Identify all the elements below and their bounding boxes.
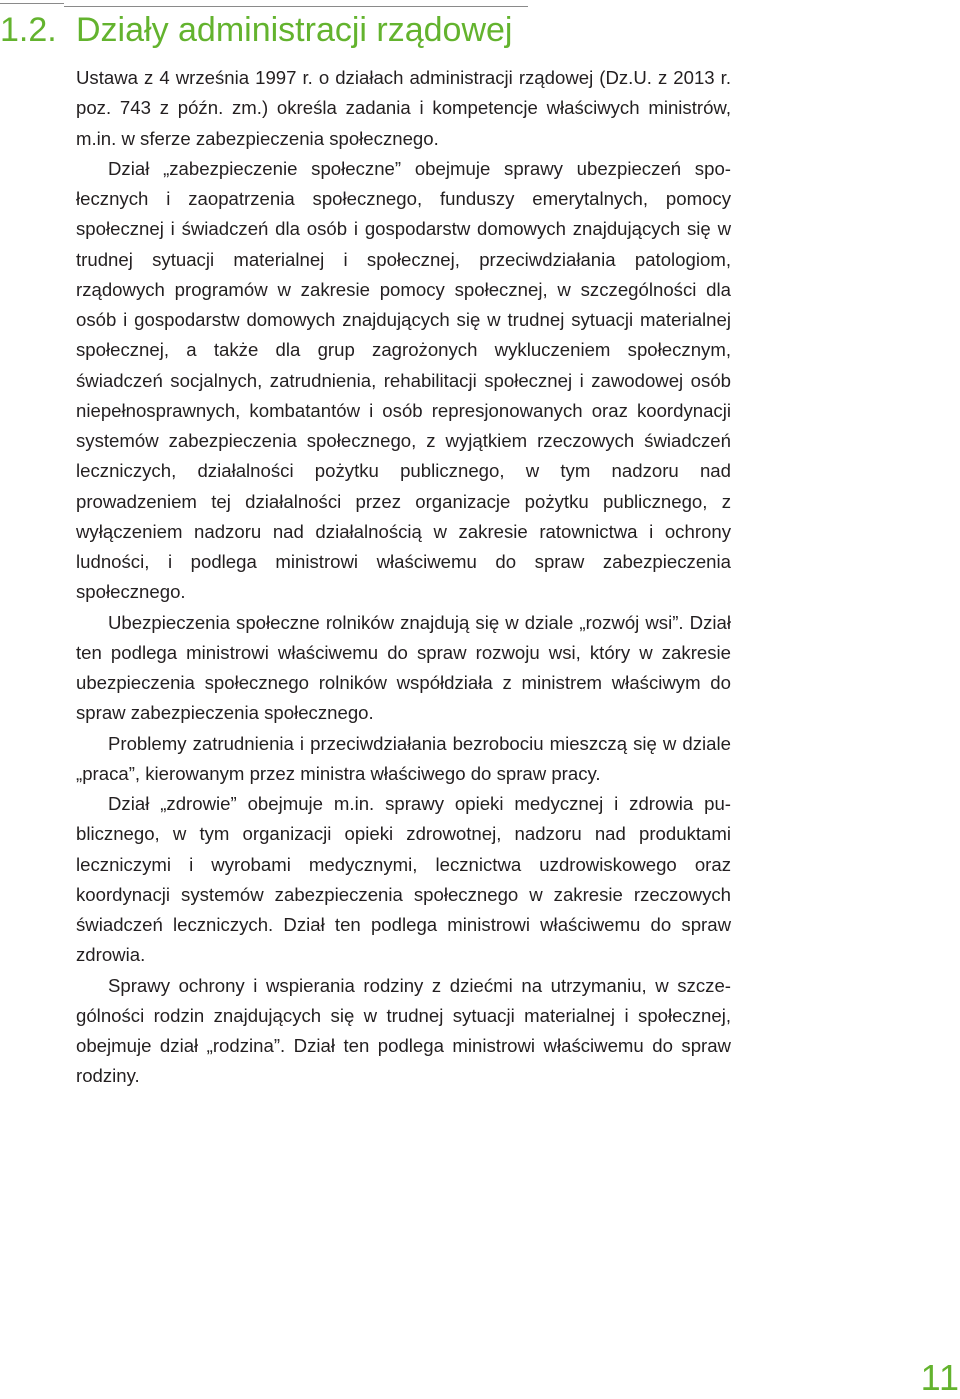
paragraph-health: Dział „zdrowie” obejmuje m.in. sprawy opieki medycznej i zdrowia publicznego, w tym organizacji opieki zdrowotnej, nadzoru nad produktami leczniczymi i wyrobami medycznymi, lecznictwa uzdrowiskowego oraz koordynacji systemów zabezpieczenia społecznego w zakresie rzeczowych świadczeń leczniczych. Dział ten podlega ministrowi właściwemu do spraw zdrowia.	[76, 793, 731, 966]
section-heading	[0, 10, 512, 50]
paragraph-farmers-insurance: Ubezpieczenia społeczne rolników znajdują się w dziale „rozwój wsi”. Dział ten podlega ministrowi właściwemu do spraw rozwoju wsi, który w zakresie ubezpieczenia społecznego rolników współdziała z ministrem właściwym do spraw zabezpieczenia społecznego.	[76, 611, 731, 724]
section-title: Działy administracji rządowej	[76, 11, 513, 49]
page-number: 11	[920, 1357, 960, 1398]
paragraph-intro: Ustawa z 4 września 1997 r. o działach administracji rządowej (Dz.U. z 2013 r. poz. 743 z późn. zm.) określa zadania i kompetencje właściwych ministrów, m.in. w sferze zabezpieczenia społecznego.	[76, 67, 731, 149]
header-rule-short	[0, 3, 64, 4]
paragraph-family: Sprawy ochrony i wspierania rodziny z dziećmi na utrzymaniu, w szczególności rodzin znajdujących się w trudnej sytuacji materialnej i społecznej, obejmuje dział „rodzina”. Dział ten podlega ministrowi właściwemu do spraw rodziny.	[76, 974, 731, 1087]
paragraph-social-security: Dział „zabezpieczenie społeczne” obejmuje sprawy ubezpieczeń społecznych i zaopatrzenia społecznego, funduszy emerytalnych, pomocy społecznej i świadczeń dla osób i gospodarstw domowych znajdujących się w trudnej sytuacji materialnej i społecznej, przeciwdziałania patologiom, rządowych programów w zakresie pomocy społecznej, w szczególności dla osób i gospodarstw domowych znajdujących się w trudnej sytuacji materialnej społecznej, a także dla grup zagrożonych wykluczeniem społecznym, świadczeń socjalnych, zatrudnienia, rehabilitacji społecznej i zawodowej osób niepełnosprawnych, kombatantów i osób represjonowanych oraz koordynacji systemów zabezpieczenia społecznego, z wyjątkiem rzeczowych świadczeń leczniczych, działalności pożytku publicznego, w tym nadzoru nad prowadzeniem tej działalności przez organizacje pożytku publicznego, z wyłączeniem nadzoru nad działalnością w zakresie ratownictwa i ochrony ludności, i podlega ministrowi właściwemu do spraw zabezpieczenia społecznego.	[76, 157, 731, 603]
section-number: 1.2.	[0, 11, 57, 49]
body-text	[76, 63, 731, 1092]
header-rule	[64, 6, 528, 7]
paragraph-employment: Problemy zatrudnienia i przeciwdziałania bezrobociu mieszczą się w dziale „praca”, kierowanym przez ministra właściwego do spraw pracy.	[76, 732, 731, 784]
